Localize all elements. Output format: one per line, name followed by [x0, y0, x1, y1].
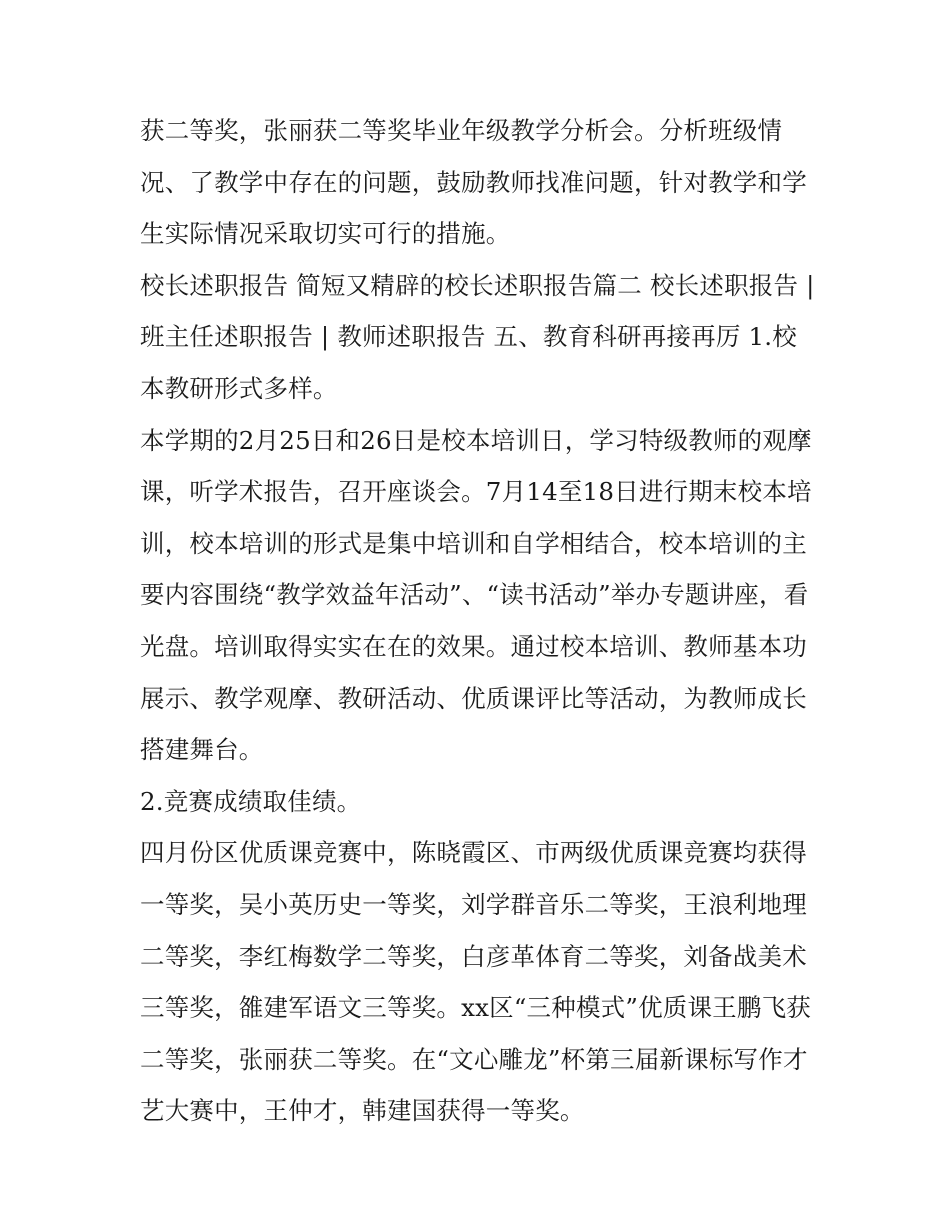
document-body — [140, 105, 816, 1137]
paragraph-5: 四月份区优质课竞赛中，陈晓霞区、市两级优质课竞赛均获得一等奖，吴小英历史一等奖，刘学群音乐二等奖，王浪利地理二等奖，李红梅数学二等奖，白彦革体育二等奖，刘备战美术三等奖，雒建军语文三等奖。xx区“三种模式”优质课王鹏飞获二等奖，张丽获二等奖。在“文心雕龙”杯第三届新课标写作才艺大赛中，王仲才，韩建国获得一等奖。 — [140, 838, 811, 1126]
paragraph-3: 本学期的2月25日和26日是校本培训日，学习特级教师的观摩课，听学术报告，召开座谈会。7月14至18日进行期末校本培训，校本培训的形式是集中培训和自学相结合，校本培训的主要内容围绕“教学效益年活动”、“读书活动”举办专题讲座，看光盘。培训取得实实在在的效果。通过校本培训、教师基本功展示、教学观摩、教研活动、优质课评比等活动，为教师成长搭建舞台。 — [140, 425, 812, 765]
paragraph-2: 校长述职报告 简短又精辟的校长述职报告篇二 校长述职报告 | 班主任述职报告 | 教师述职报告 五、教育科研再接再厉 1.校本教研形式多样。 — [140, 270, 815, 403]
paragraph-1: 获二等奖，张丽获二等奖毕业年级教学分析会。分析班级情况、了教学中存在的问题，鼓励教师找准问题，针对教学和学生实际情况采取切实可行的措施。 — [140, 116, 807, 249]
paragraph-4: 2.竞赛成绩取佳绩。 — [140, 786, 362, 816]
